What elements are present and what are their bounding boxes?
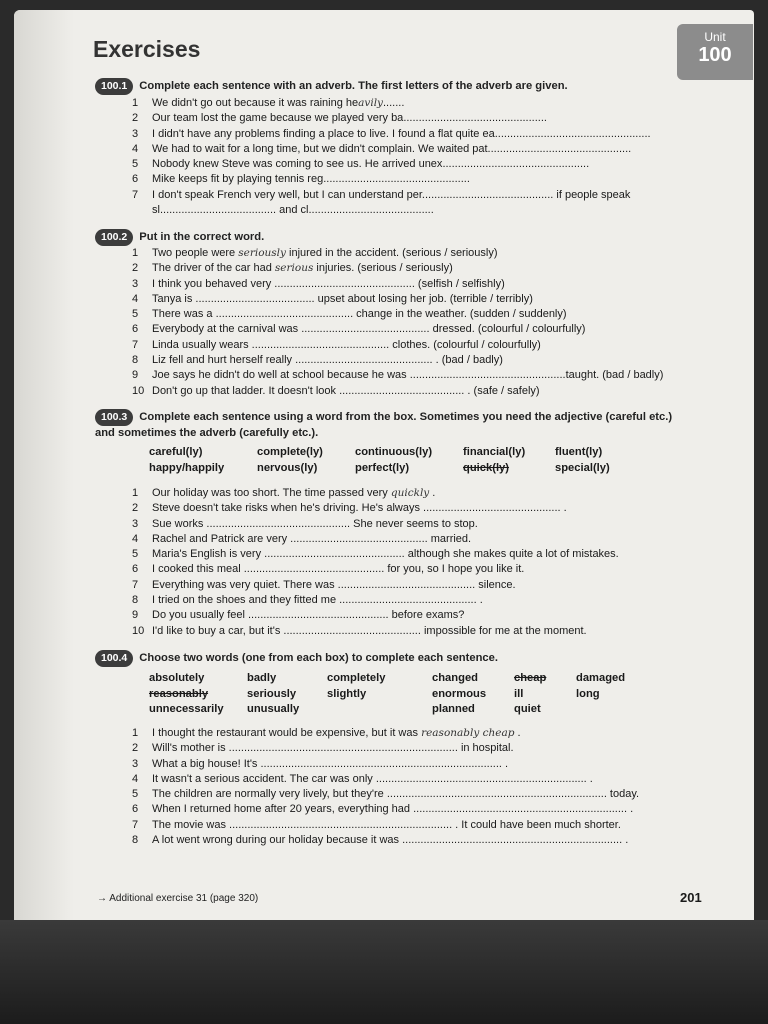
item-number: 4 [132, 292, 139, 305]
exercise-item [132, 787, 672, 802]
item-text: Everything was very quiet. There was [152, 578, 338, 591]
answer-blank: ................................................ [442, 158, 590, 171]
exercise-item [132, 757, 672, 772]
exercise-instruction: Complete each sentence with an adverb. The first letters of the adverb are given. [139, 80, 568, 92]
answer-blank: ........................................................................ today. [386, 788, 640, 801]
item-text: What a big house! It's [152, 757, 261, 770]
exercise-item [132, 593, 672, 608]
box-word [327, 702, 417, 718]
item-number: 1 [132, 727, 139, 739]
exercise-item [132, 741, 672, 756]
item-text: When I returned home after 20 years, everything had [152, 803, 414, 816]
box-word: changed [432, 672, 479, 684]
item-number: 5 [132, 548, 139, 561]
item-text: Tanya is [152, 292, 196, 305]
word-box [149, 445, 645, 476]
handwritten-answer: seriously [238, 247, 286, 259]
box-word: enormous [432, 687, 487, 700]
exercise-item [132, 188, 672, 203]
answer-blank: ...................................................................... . [413, 803, 634, 816]
item-text: Sue works [152, 517, 207, 530]
item-number: 2 [132, 112, 139, 125]
exercise-item [132, 486, 672, 501]
answer-blank: ............................................... [403, 112, 547, 125]
box-word: seriously [247, 687, 297, 700]
unit-number: 100 [698, 44, 732, 66]
word-box-2 [432, 671, 656, 718]
item-text: sl [152, 204, 160, 217]
item-number: 3 [132, 757, 139, 770]
exercise-item [132, 818, 672, 833]
item-number: 4 [132, 142, 139, 155]
exercise-item [132, 172, 672, 187]
item-number: 5 [132, 788, 139, 801]
exercise-item [132, 608, 672, 623]
item-number: 6 [132, 173, 139, 186]
box-word: unusually [247, 703, 300, 715]
item-number: 8 [132, 354, 139, 367]
answer-blank: ......................................................................... . It could have been much shorter. [229, 818, 621, 831]
item-number: 7 [132, 818, 139, 831]
item-number: 8 [132, 834, 139, 847]
box-word: absolutely [149, 672, 205, 684]
box-word: happy/happily [149, 461, 225, 474]
item-number: 8 [132, 594, 139, 607]
answer-blank: ............................................. married. [290, 532, 472, 545]
exercise-heading [95, 409, 685, 441]
answer-blank: .............................................. although she makes quite a lot of mistakes. [264, 548, 619, 561]
answer-blank: ............................................. change in the weather. (sudden / suddenly) [215, 308, 567, 321]
answer-blank: ...................................................taught. (bad / badly) [409, 369, 664, 382]
answer-blank: ..................................................................... . [375, 772, 593, 785]
answer-blank: . [514, 727, 521, 739]
item-text: I don't speak French very well, but I can understand per [152, 188, 422, 201]
answer-blank: ............................................................................... . [260, 757, 509, 770]
exercise-item [132, 384, 672, 399]
exercise-item [132, 292, 672, 307]
item-number: 4 [132, 532, 139, 545]
unit-label: Unit [704, 30, 726, 44]
item-number: 1 [132, 247, 139, 259]
exercise-item [132, 322, 672, 337]
answer-blank: ......................................... . (safe / safely) [339, 384, 540, 397]
item-number: 10 [132, 624, 145, 637]
additional-exercise-link: → Additional exercise 31 (page 320) [97, 893, 259, 904]
answer-blank: ............................................. clothes. (colourful / colourfully) [251, 338, 541, 351]
item-text: Our holiday was too short. The time passed very [152, 487, 391, 499]
exercise-item [132, 203, 672, 218]
item-text: There was a [152, 308, 216, 321]
answer-blank: ............................................. . (bad / badly) [295, 354, 503, 367]
exercise-item [132, 562, 672, 577]
item-text: I tried on the shoes and they fitted me [152, 594, 340, 607]
exercise-item [132, 127, 672, 142]
item-number: 9 [132, 369, 139, 382]
exercise-item [132, 353, 672, 368]
item-text: The driver of the car had [152, 262, 275, 275]
answer-blank: injuries. (serious / seriously) [313, 262, 453, 275]
item-number: 3 [132, 517, 139, 530]
exercise-items [132, 726, 672, 848]
answer-blank: .............................................. for you, so I hope you like it. [243, 563, 525, 576]
box-word: continuous(ly) [355, 446, 433, 458]
item-text: Our team lost the game because we played very ba [152, 112, 404, 125]
exercise-item [132, 833, 672, 848]
item-number: 5 [132, 158, 139, 171]
item-text: I think you behaved very [152, 277, 275, 290]
answer-blank: ............................................... She never seems to stop. [206, 517, 478, 530]
item-number: 6 [132, 563, 139, 576]
answer-blank: ........................................................................... in hospital. [228, 742, 514, 755]
item-number: 7 [132, 578, 139, 591]
box-word: badly [247, 672, 277, 684]
box-word: cheap [514, 672, 547, 684]
answer-blank: ............................................. . [423, 502, 567, 515]
answer-blank: ............................................. silence. [337, 578, 516, 591]
answer-blank: . [429, 487, 436, 499]
answer-blank: ................................................... [494, 127, 651, 140]
answer-blank: ........................................... if people speak [421, 188, 631, 201]
answer-blank: ............................................. impossible for me at the moment. [283, 624, 587, 637]
answer-blank: .............................................. before exams? [248, 609, 465, 622]
exercise-heading [95, 650, 685, 667]
box-word: fluent(ly) [555, 446, 603, 458]
exercise-heading [95, 229, 685, 246]
item-text: Will's mother is [152, 742, 229, 755]
item-number: 2 [132, 262, 139, 275]
box-word: long [576, 687, 600, 700]
item-text: Joe says he didn't do well at school because he was [152, 369, 410, 382]
answer-blank: ............................................... [487, 142, 632, 155]
item-text: Linda usually wears [152, 338, 252, 351]
box-word: ill [514, 687, 524, 700]
item-text: Nobody knew Steve was coming to see us. He arrived unex [152, 158, 443, 171]
box-word: perfect(ly) [355, 461, 410, 474]
box-word: reasonably [149, 687, 209, 700]
item-text: Mike keeps fit by playing tennis reg [152, 173, 324, 186]
item-text: We didn't go out because it was raining he [152, 97, 359, 109]
exercise-item [132, 277, 672, 292]
answer-blank: .......................................... dressed. (colourful / colourfully) [301, 323, 586, 336]
item-text: I didn't have any problems finding a place to live. I found a flat quite ea [152, 127, 495, 140]
exercise-item [132, 578, 672, 593]
exercise-item [132, 532, 672, 547]
unit-tab [677, 24, 753, 80]
box-word: quiet [514, 703, 541, 715]
exercise-item [132, 547, 672, 562]
page-title: Exercises [93, 36, 201, 62]
item-text: Steve doesn't take risks when he's driving. He's always [152, 502, 424, 515]
exercise-item [132, 157, 672, 172]
item-number: 6 [132, 803, 139, 816]
answer-blank: ....... [382, 97, 405, 109]
box-word [576, 702, 656, 718]
item-text: Don't go up that ladder. It doesn't look [152, 384, 340, 397]
item-number: 9 [132, 609, 139, 622]
item-text: Rachel and Patrick are very [152, 532, 291, 545]
exercise-item [132, 111, 672, 126]
answer-blank: ............................................. . [339, 594, 483, 607]
exercise-badge: 100.2 [95, 229, 133, 246]
exercise-badge: 100.3 [95, 409, 133, 426]
item-text: The children are normally very lively, but they're [152, 788, 387, 801]
handwritten-answer: quickly [390, 487, 430, 499]
exercise-items [132, 246, 672, 399]
box-word: financial(ly) [463, 446, 526, 458]
item-number: 10 [132, 384, 145, 397]
box-word: unnecessarily [149, 703, 224, 715]
answer-blank: ................................................ [323, 173, 470, 186]
exercise-instruction: Complete each sentence using a word from the box. Sometimes you need the adjective (careful etc.) and sometimes the adverb (carefully etc.). [95, 411, 673, 439]
box-word: careful(ly) [149, 446, 203, 458]
answer-blank: ........................................................................ . [402, 834, 629, 847]
box-word: damaged [576, 672, 626, 684]
item-text: It wasn't a serious accident. The car was only [152, 772, 376, 785]
page-gutter-shadow [14, 10, 74, 930]
answer-blank: ....................................... upset about losing her job. (terrible / terribly) [195, 292, 533, 305]
exercise-item [132, 726, 672, 741]
item-number: 4 [132, 772, 139, 785]
item-number: 7 [132, 338, 139, 351]
item-text: We had to wait for a long time, but we didn't complain. We waited pat [152, 142, 488, 155]
word-box-1 [149, 671, 417, 718]
item-number: 1 [132, 97, 139, 109]
item-number: 2 [132, 742, 139, 755]
exercise-instruction: Put in the correct word. [139, 231, 265, 243]
item-number: 3 [132, 127, 139, 140]
item-text: Two people were [152, 247, 239, 259]
exercise-item [132, 624, 672, 639]
item-text: Maria's English is very [152, 548, 265, 561]
exercise-item [132, 772, 672, 787]
scan-background [0, 920, 768, 1024]
page-number: 201 [680, 890, 702, 905]
item-number: 2 [132, 502, 139, 515]
box-word: nervous(ly) [257, 461, 318, 474]
item-number: 3 [132, 277, 139, 290]
exercise-badge: 100.1 [95, 78, 133, 95]
item-text: The movie was [152, 818, 230, 831]
handwritten-answer: avily [358, 97, 383, 109]
box-word: complete(ly) [257, 446, 323, 458]
box-word: planned [432, 703, 475, 715]
item-number: 1 [132, 487, 139, 499]
item-number: 6 [132, 323, 139, 336]
exercise-items [132, 486, 672, 639]
exercise-item [132, 368, 672, 383]
item-text: A lot went wrong during our holiday because it was [152, 834, 403, 847]
exercise-item [132, 307, 672, 322]
exercise-item [132, 802, 672, 817]
item-text: Liz fell and hurt herself really [152, 354, 296, 367]
answer-blank: .............................................. (selfish / selfishly) [274, 277, 505, 290]
box-word: completely [327, 672, 386, 684]
box-word: slightly [327, 687, 367, 700]
item-text: Do you usually feel [152, 609, 248, 622]
exercise-instruction: Choose two words (one from each box) to complete each sentence. [139, 652, 498, 664]
item-number: 7 [132, 188, 139, 201]
answer-blank: ...................................... and cl......................................... [159, 204, 434, 217]
exercise-item [132, 96, 672, 111]
item-text: Everybody at the carnival was [152, 323, 302, 336]
exercise-item [132, 142, 672, 157]
answer-blank: injured in the accident. (serious / seriously) [285, 247, 498, 259]
handwritten-answer: serious [274, 262, 314, 275]
box-word: special(ly) [555, 461, 610, 474]
exercise-heading [95, 78, 685, 95]
exercise-badge: 100.4 [95, 650, 133, 667]
item-text: I'd like to buy a car, but it's [152, 624, 284, 637]
item-text: I thought the restaurant would be expensive, but it was [152, 727, 422, 739]
exercise-item [132, 338, 672, 353]
handwritten-answer: reasonably cheap [421, 727, 515, 739]
exercise-items [132, 96, 672, 218]
exercise-item [132, 246, 672, 261]
exercise-item [132, 501, 672, 516]
exercise-item [132, 261, 672, 276]
box-word: quick(ly) [463, 461, 510, 474]
item-number: 5 [132, 308, 139, 321]
item-text: I cooked this meal [152, 563, 244, 576]
exercise-item [132, 517, 672, 532]
